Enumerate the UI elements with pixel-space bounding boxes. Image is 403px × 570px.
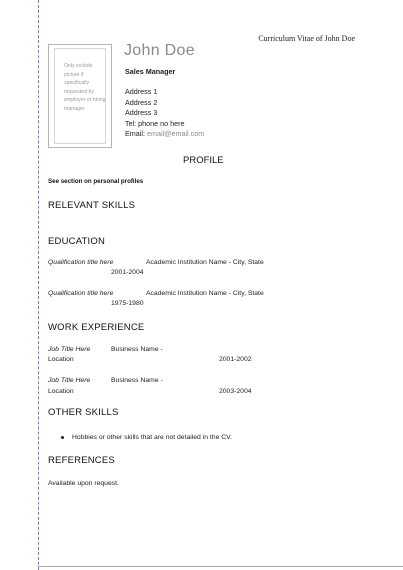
- candidate-name: John Doe: [124, 42, 195, 59]
- email-row: [125, 129, 204, 140]
- work-1-job-title: Job Title Here: [48, 346, 91, 353]
- education-2-qualification: Qualification title here: [48, 290, 114, 297]
- contact-block: [125, 87, 204, 140]
- work-experience-heading: WORK EXPERIENCE: [48, 322, 145, 333]
- work-2-location: Location: [48, 388, 74, 395]
- education-2-institution: Academic Institution Name - City, State: [146, 290, 264, 297]
- relevant-skills-heading: RELEVANT SKILLS: [48, 200, 136, 211]
- bullet-icon: [61, 436, 64, 439]
- page-margin-line: [38, 0, 39, 570]
- profile-heading: PROFILE: [183, 155, 224, 166]
- page-bottom-line: [38, 566, 403, 567]
- profile-note: See section on personal profiles: [48, 178, 144, 185]
- address-line-3: Address 3: [125, 108, 158, 118]
- other-skills-heading: OTHER SKILLS: [48, 407, 119, 418]
- address-line-2: Address 2: [125, 97, 158, 107]
- work-1-years: 2001-2002: [219, 356, 252, 363]
- photo-placeholder-text: Only include picture if specifically requested by employer or hiring manager: [64, 63, 106, 112]
- education-1-institution: Academic Institution Name - City, State: [146, 259, 264, 266]
- references-text: Available upon request.: [48, 480, 119, 487]
- references-heading: REFERENCES: [48, 455, 115, 466]
- work-2-years: 2003-2004: [219, 388, 252, 395]
- education-2-years: 1975-1980: [111, 300, 144, 307]
- document-header: Curriculum Vitae of John Doe: [258, 34, 355, 43]
- email-label: Email:: [125, 129, 145, 139]
- address-line-1: Address 1: [125, 87, 158, 96]
- email-value[interactable]: email@email.com: [146, 129, 205, 139]
- telephone: Tel: phone no here: [125, 118, 185, 128]
- work-1-business: Business Name -: [111, 346, 163, 353]
- education-1-qualification: Qualification title here: [48, 259, 114, 266]
- education-1-years: 2001-2004: [111, 269, 144, 276]
- other-skills-bullet-1: Hobbies or other skills that are not detailed in the CV.: [72, 434, 232, 441]
- work-1-location: Location: [48, 356, 74, 363]
- candidate-job-title: Sales Manager: [125, 67, 176, 76]
- work-2-job-title: Job Title Here: [48, 377, 91, 384]
- education-heading: EDUCATION: [48, 236, 106, 247]
- work-2-business: Business Name -: [111, 377, 163, 384]
